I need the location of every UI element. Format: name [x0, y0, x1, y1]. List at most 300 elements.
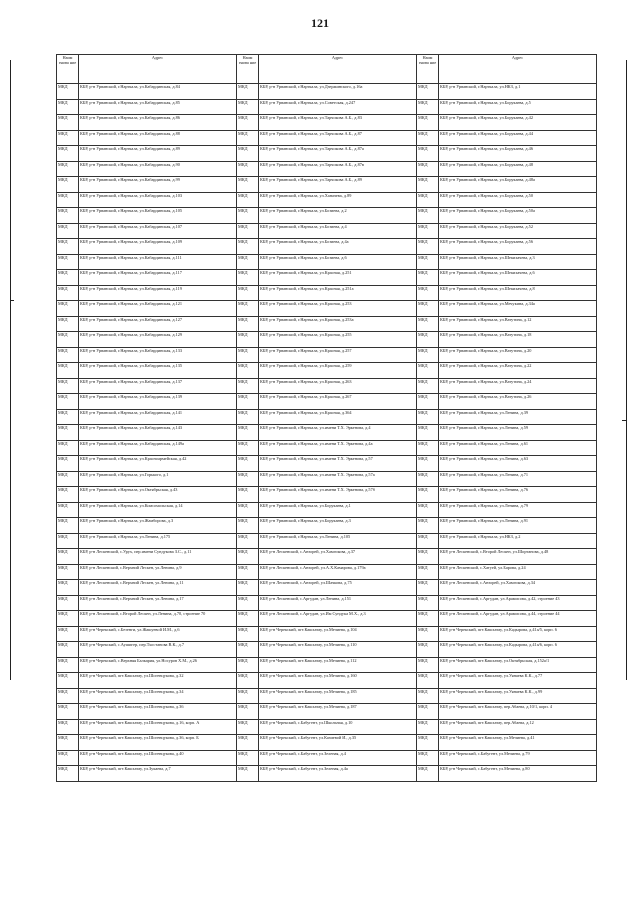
address-cell: КБР, р-н Урванский, г.Нарткала, ул.Красная, д.257 [259, 347, 417, 363]
margin-mark-right [626, 60, 627, 680]
header-type-2: Наим енова ние [237, 55, 259, 84]
address-cell: КБР, р-н Лескенский, с.Аргудан, ул.Арамисова, д.44, строение 44 [439, 611, 597, 627]
address-cell: КБР, р-н Черекский, пгт.Кашхатау, ул.Шогенцукова, д.36 [79, 704, 237, 720]
table-row [57, 130, 597, 146]
table-header [57, 55, 597, 84]
address-cell: КБР, р-н Урванский, г.Нарткала, ул.Ленина, д.76 [439, 487, 597, 503]
object-type-cell: МКД [417, 316, 439, 332]
table-row [57, 208, 597, 224]
object-type-cell: МКД [57, 487, 79, 503]
address-cell: КБР, р-н Урванский, г.Нарткала, ул.Горького, д.1 [79, 471, 237, 487]
table-row [57, 456, 597, 472]
address-cell: КБР, р-н Урванский, г.Нарткала, ул.Кабардинская, д.85 [79, 99, 237, 115]
object-type-cell: МКД [417, 301, 439, 317]
object-type-cell: МКД [57, 285, 79, 301]
object-type-cell: МКД [57, 750, 79, 766]
address-cell: КБР, р-н Урванский, г.Нарткала, ул.Ленина, д.59 [439, 425, 597, 441]
address-cell: КБР, р-н Урванский, г.Нарткала, ул.Кабардинская, д.84 [79, 84, 237, 100]
object-type-cell: МКД [57, 177, 79, 193]
address-cell: КБР, р-н Черекский, пгт.Кашхатау, ул.Шогенцукова, д.40 [79, 750, 237, 766]
address-cell: КБР, р-н Лескенский, с.Анзорей, ул.А.Х.Камарова, д.179а [259, 564, 417, 580]
address-cell: КБР, р-н Урванский, г.Нарткала, ул.Красная, д.255 [259, 332, 417, 348]
address-cell: КБР, р-н Урванский, г.Нарткала, ул.Борукаева, д.56 [439, 239, 597, 255]
object-type-cell: МКД [57, 673, 79, 689]
address-cell: КБР, р-н Урванский, г.Нарткала, ул.Ватутина, д.18 [439, 332, 597, 348]
object-type-cell: МКД [417, 611, 439, 627]
table-row [57, 239, 597, 255]
object-type-cell: МКД [237, 657, 259, 673]
address-cell: КБР, р-н Черекский, пгт.Кашхатау, ул.Мечиева, д.185 [259, 688, 417, 704]
header-address-1: Адрес [79, 55, 237, 84]
address-cell: КБР, р-н Урванский, г.Нарткала, ул.НКЗ, д.1 [439, 84, 597, 100]
address-cell: КБР, р-н Урванский, г.Нарткала, ул.Кабардинская, д.127 [79, 316, 237, 332]
address-cell: КБР, р-н Урванский, г.Нарткала, ул.Борукаева, д.44 [439, 130, 597, 146]
object-type-cell: МКД [237, 394, 259, 410]
address-cell: КБР, р-н Урванский, г.Нарткала, ул.Ленина, д.61 [439, 440, 597, 456]
object-type-cell: МКД [237, 533, 259, 549]
address-cell: КБР, р-н Урванский, г.Нарткала, ул.Тарчокова А.Б., д.87в [259, 161, 417, 177]
object-type-cell: МКД [57, 456, 79, 472]
object-type-cell: МКД [57, 84, 79, 100]
address-cell: КБР, р-н Черекский, пгт.Кашхатау, ул.Мечиева, д.41 [439, 735, 597, 751]
table-row [57, 487, 597, 503]
object-type-cell: МКД [237, 332, 259, 348]
object-type-cell: МКД [417, 750, 439, 766]
object-type-cell: МКД [417, 564, 439, 580]
object-type-cell: МКД [57, 735, 79, 751]
page-number: 121 [311, 16, 329, 30]
address-cell: КБР, р-н Лескенский, с.Аргудан, ул.Ленина, д.151 [259, 595, 417, 611]
object-type-cell: МКД [57, 533, 79, 549]
object-type-cell: МКД [57, 595, 79, 611]
address-cell: КБР, р-н Урванский, г.Нарткала, ул.Кабардинская, д.143 [79, 425, 237, 441]
address-cell: КБР, р-н Лескенский, с.Верхний Лескен, ул.Ленина, д.17 [79, 595, 237, 611]
object-type-cell: МКД [57, 192, 79, 208]
address-cell: КБР, р-н Урванский, г.Нарткала, ул.Ленина, д.91 [439, 518, 597, 534]
address-cell: КБР, р-н Черекский, с.Безенги, ул.Жашуевой И.М., д.6 [79, 626, 237, 642]
table-row [57, 363, 597, 379]
object-type-cell: МКД [417, 130, 439, 146]
object-type-cell: МКД [417, 115, 439, 131]
table-row [57, 177, 597, 193]
object-type-cell: МКД [417, 378, 439, 394]
object-type-cell: МКД [417, 239, 439, 255]
object-type-cell: МКД [237, 270, 259, 286]
address-cell: КБР, р-н Черекский, с.Бабугент, ул.Школьная, д.10 [259, 719, 417, 735]
address-cell: КБР, р-н Урванский, г.Нарткала, ул.Кабардинская, д.105 [79, 208, 237, 224]
object-type-cell: МКД [57, 239, 79, 255]
object-type-cell: МКД [417, 549, 439, 565]
object-type-cell: МКД [417, 533, 439, 549]
object-type-cell: МКД [417, 409, 439, 425]
object-type-cell: МКД [237, 254, 259, 270]
address-cell: КБР, р-н Урванский, г.Нарткала, ул.Кабардинская, д.133 [79, 347, 237, 363]
object-type-cell: МКД [237, 130, 259, 146]
object-type-cell: МКД [237, 502, 259, 518]
address-cell: КБР, р-н Лескенский, с.Анзорей, ул.Шачкова, д.75 [259, 580, 417, 596]
table-row [57, 735, 597, 751]
address-cell: КБР, р-н Урванский, г.Нарткала, ул.Кабардинская, д.135 [79, 363, 237, 379]
object-type-cell: МКД [57, 657, 79, 673]
address-cell: КБР, р-н Черекский, с.Верхняя Балкария, ул.Носуров Х.М., д.26 [79, 657, 237, 673]
object-type-cell: МКД [417, 208, 439, 224]
address-cell: КБР, р-н Лескенский, с.Аргудан, ул.Арамисова, д.42, строение 43 [439, 595, 597, 611]
object-type-cell: МКД [237, 177, 259, 193]
object-type-cell: МКД [57, 378, 79, 394]
table-row [57, 642, 597, 658]
object-type-cell: МКД [417, 595, 439, 611]
table-body [57, 84, 597, 782]
address-cell: КБР, р-н Урванский, г.Нарткала, ул.Кабардинская, д.117 [79, 270, 237, 286]
object-type-cell: МКД [417, 223, 439, 239]
object-type-cell: МКД [237, 611, 259, 627]
address-cell: КБР, р-н Черекский, с.Бабугент, ул.Мечиева, д.79 [439, 750, 597, 766]
address-cell: КБР, р-н Урванский, г.Нарткала, ул.Кабардинская, д.109 [79, 239, 237, 255]
object-type-cell: МКД [417, 518, 439, 534]
address-cell: КБР, р-н Урванский, г.Нарткала, ул.Ленина, д.175 [79, 533, 237, 549]
table-row [57, 115, 597, 131]
table-row [57, 394, 597, 410]
address-cell: КБР, р-н Урванский, г.Нарткала, ул.Кабардинская, д.88 [79, 130, 237, 146]
address-cell: КБР, р-н Урванский, г.Нарткала, ул.имени Т.Х. Эркенова, д.57а [259, 471, 417, 487]
object-type-cell: МКД [417, 177, 439, 193]
object-type-cell: МКД [57, 518, 79, 534]
object-type-cell: МКД [237, 146, 259, 162]
address-cell: КБР, р-н Урванский, г.Нарткала, ул.Кабардинская, д.129 [79, 332, 237, 348]
object-type-cell: МКД [57, 254, 79, 270]
address-cell: КБР, р-н Урванский, г.Нарткала, ул.Советская, д.247 [259, 99, 417, 115]
address-cell: КБР, р-н Урванский, г.Нарткала, ул.Тарчокова А.Б., д.89 [259, 177, 417, 193]
address-cell: КБР, р-н Урванский, г.Нарткала, ул.Борукаева, д.48а [439, 177, 597, 193]
object-type-cell: МКД [237, 239, 259, 255]
object-type-cell: МКД [57, 471, 79, 487]
object-type-cell: МКД [57, 611, 79, 627]
table-row [57, 332, 597, 348]
object-type-cell: МКД [237, 223, 259, 239]
address-cell: КБР, р-н Черекский, пгт.Кашхатау, ул.Мечиева, д.160 [259, 673, 417, 689]
address-cell: КБР, р-н Черекский, пгт.Кашхатау, ул.Шогенцукова, д.34 [79, 688, 237, 704]
object-type-cell: МКД [417, 161, 439, 177]
object-type-cell: МКД [237, 580, 259, 596]
address-cell: КБР, р-н Урванский, г.Нарткала, ул.Ханачева, д.89 [259, 192, 417, 208]
table-row [57, 425, 597, 441]
margin-mark-left [10, 60, 11, 680]
object-type-cell: МКД [57, 301, 79, 317]
object-type-cell: МКД [57, 440, 79, 456]
table-row [57, 161, 597, 177]
object-type-cell: МКД [417, 502, 439, 518]
table-row [57, 301, 597, 317]
object-type-cell: МКД [417, 456, 439, 472]
table-row [57, 347, 597, 363]
address-cell: КБР, р-н Урванский, г.Нарткала, ул.Красная, д.267 [259, 394, 417, 410]
table-row [57, 146, 597, 162]
object-type-cell: МКД [57, 425, 79, 441]
margin-mark-right-tick [622, 420, 626, 421]
address-cell: КБР, р-н Урванский, г.Нарткала, ул.Шекихачева, д.3 [439, 254, 597, 270]
table-row [57, 704, 597, 720]
table-row [57, 595, 597, 611]
address-cell: КБР, р-н Урванский, г.Нарткала, ул.Тарчокова А.Б., д.83 [259, 115, 417, 131]
object-type-cell: МКД [57, 208, 79, 224]
object-type-cell: МКД [237, 766, 259, 782]
address-cell: КБР, р-н Урванский, г.Нарткала, ул.Борукаева, д.5 [439, 99, 597, 115]
address-cell: КБР, р-н Урванский, г.Нарткала, ул.Бозиева, д.2 [259, 208, 417, 224]
object-type-cell: МКД [57, 549, 79, 565]
table-row [57, 611, 597, 627]
object-type-cell: МКД [237, 363, 259, 379]
object-type-cell: МКД [417, 347, 439, 363]
object-type-cell: МКД [237, 347, 259, 363]
address-cell: КБР, р-н Урванский, г.Нарткала, ул.Кабардинская, д.139 [79, 394, 237, 410]
table-row [57, 549, 597, 565]
object-type-cell: МКД [417, 487, 439, 503]
table-row [57, 471, 597, 487]
object-type-cell: МКД [417, 425, 439, 441]
address-table [56, 54, 597, 782]
address-cell: КБР, р-н Лескенский, с.Анзорей, ул.Хамгокова, д.37 [259, 549, 417, 565]
table-row [57, 285, 597, 301]
object-type-cell: МКД [417, 580, 439, 596]
object-type-cell: МКД [417, 642, 439, 658]
object-type-cell: МКД [237, 192, 259, 208]
table-row [57, 502, 597, 518]
address-cell: КБР, р-н Урванский, г.Нарткала, ул.Ленина, д.71 [439, 471, 597, 487]
address-cell: КБР, р-н Урванский, г.Нарткала, ул.Бозиева, д.4а [259, 239, 417, 255]
address-cell: КБР, р-н Урванский, г.Нарткала, ул.Кабардинская, д.107 [79, 223, 237, 239]
address-cell: КБР, р-н Лескенский, с.Хатуей, ул.Барова, д.24 [439, 564, 597, 580]
address-cell: КБР, р-н Черекский, пгт.Кашхатау, ул.Октябрьская, д.152а/1 [439, 657, 597, 673]
object-type-cell: МКД [237, 456, 259, 472]
object-type-cell: МКД [57, 347, 79, 363]
object-type-cell: МКД [417, 394, 439, 410]
object-type-cell: МКД [417, 657, 439, 673]
object-type-cell: МКД [237, 316, 259, 332]
table-row [57, 440, 597, 456]
address-cell: КБР, р-н Урванский, г.Нарткала, ул.Тарчокова А.Б., д.87а [259, 146, 417, 162]
address-cell: КБР, р-н Урванский, г.Нарткала, ул.Ватутина, д.20 [439, 347, 597, 363]
address-cell: КБР, р-н Урванский, г.Нарткала, ул.Кабардинская, д.137 [79, 378, 237, 394]
address-cell: КБР, р-н Урванский, г.Нарткала, ул.имени Т.Х. Эркенова, д.4а [259, 440, 417, 456]
object-type-cell: МКД [237, 285, 259, 301]
object-type-cell: МКД [57, 626, 79, 642]
address-cell: КБР, р-н Урванский, г.Нарткала, ул.Красная, д.251а [259, 285, 417, 301]
object-type-cell: МКД [57, 719, 79, 735]
address-cell: КБР, р-н Урванский, г.Нарткала, ул.Ленина, д.39 [439, 409, 597, 425]
table-row [57, 223, 597, 239]
object-type-cell: МКД [57, 580, 79, 596]
object-type-cell: МКД [57, 146, 79, 162]
object-type-cell: МКД [417, 270, 439, 286]
object-type-cell: МКД [237, 642, 259, 658]
object-type-cell: МКД [417, 766, 439, 782]
object-type-cell: МКД [57, 502, 79, 518]
address-cell: КБР, р-н Урванский, г.Нарткала, ул.Борукаева, д.46 [439, 146, 597, 162]
object-type-cell: МКД [417, 735, 439, 751]
object-type-cell: МКД [417, 471, 439, 487]
object-type-cell: МКД [237, 750, 259, 766]
object-type-cell: МКД [237, 471, 259, 487]
address-cell: КБР, р-н Урванский, г.Нарткала, ул.Кабардинская, д.141 [79, 409, 237, 425]
address-cell: КБР, р-н Урванский, г.Нарткала, ул.Борукаева, д.42 [439, 115, 597, 131]
object-type-cell: МКД [417, 719, 439, 735]
table-row [57, 580, 597, 596]
address-cell: КБР, р-н Лескенский, с.Анзорей, ул.Хамгокова, д.34 [439, 580, 597, 596]
address-cell: КБР, р-н Урванский, г.Нарткала, ул.Красная, д.251 [259, 270, 417, 286]
table-row [57, 254, 597, 270]
object-type-cell: МКД [237, 409, 259, 425]
object-type-cell: МКД [417, 285, 439, 301]
address-cell: КБР, р-н Урванский, г.Нарткала, ул.Кабардинская, д.119 [79, 285, 237, 301]
address-cell: КБР, р-н Урванский, г.Нарткала, ул.Кабардинская, д.90 [79, 161, 237, 177]
object-type-cell: МКД [57, 409, 79, 425]
address-cell: КБР, р-н Черекский, пгт.Кашхатау, ул.Мечиева, д.112 [259, 657, 417, 673]
address-cell: КБР, р-н Урванский, г.Нарткала, ул.Ленина, д.63 [439, 456, 597, 472]
object-type-cell: МКД [57, 363, 79, 379]
address-cell: КБР, р-н Урванский, г.Нарткала, ул.Ватутина, д.22 [439, 363, 597, 379]
address-cell: КБР, р-н Черекский, пгт.Кашхатау, пер.Абаева, д.12 [439, 719, 597, 735]
address-cell: КБР, р-н Черекский, пгт.Кашхатау, ул.Шогенцукова, д.32 [79, 673, 237, 689]
object-type-cell: МКД [417, 704, 439, 720]
address-cell: КБР, р-н Лескенский, с.Второй Лескен, ул.Ленина, д.70, строение 70 [79, 611, 237, 627]
object-type-cell: МКД [57, 704, 79, 720]
address-cell: КБР, р-н Урванский, г.Нарткала, ул.Мечукина, д.34а [439, 301, 597, 317]
object-type-cell: МКД [237, 673, 259, 689]
address-cell: КБР, р-н Урванский, г.Нарткала, ул.Ватутина, д.24 [439, 378, 597, 394]
object-type-cell: МКД [237, 378, 259, 394]
address-cell: КБР, р-н Черекский, пгт.Кашхатау, ул.Мечиева, д.110 [259, 642, 417, 658]
address-cell: КБР, р-н Урванский, г.Нарткала, ул.Красноармейская, д.42 [79, 456, 237, 472]
address-cell: КБР, р-н Урванский, г.Нарткала, ул.Шекихачева, д.6 [439, 270, 597, 286]
address-cell: КБР, р-н Урванский, г.Нарткала, ул.Кабардинская, д.99 [79, 177, 237, 193]
address-cell: КБР, р-н Черекский, пгт.Кашхатау, ул.Кадырова, д.41а/5, корп. 6 [439, 626, 597, 642]
address-cell: КБР, р-н Черекский, пгт.Кашхатау, ул.Уянаева К.К., д.99 [439, 688, 597, 704]
address-cell: КБР, р-н Урванский, г.Нарткала, ул.Красная, д.259 [259, 363, 417, 379]
object-type-cell: МКД [237, 704, 259, 720]
address-cell: КБР, р-н Урванский, г.Нарткала, ул.Кабардинская, д.86 [79, 115, 237, 131]
object-type-cell: МКД [237, 487, 259, 503]
object-type-cell: МКД [417, 688, 439, 704]
address-cell: КБР, р-н Урванский, г.Нарткала, ул.Борукаева, д.3 [259, 518, 417, 534]
table-row [57, 99, 597, 115]
object-type-cell: МКД [417, 84, 439, 100]
address-cell: КБР, р-н Урванский, г.Нарткала, ул.Борукаева, д.52 [439, 223, 597, 239]
address-cell: КБР, р-н Урванский, г.Нарткала, ул.имени Т.Х. Эркенова, д.57б [259, 487, 417, 503]
object-type-cell: МКД [57, 688, 79, 704]
object-type-cell: МКД [57, 99, 79, 115]
address-cell: КБР, р-н Черекский, пгт.Кашхатау, ул.Мечиева, д.104 [259, 626, 417, 642]
object-type-cell: МКД [237, 161, 259, 177]
address-cell: КБР, р-н Урванский, г.Нарткала, ул.Дзержинского, д.16а [259, 84, 417, 100]
object-type-cell: МКД [417, 363, 439, 379]
table-row [57, 192, 597, 208]
table-row [57, 673, 597, 689]
address-cell: КБР, р-н Урванский, г.Нарткала, ул.Красная, д.253 [259, 301, 417, 317]
address-cell: КБР, р-н Лескенский, с.Второй Лескен, ул.Шортанова, д.48 [439, 549, 597, 565]
object-type-cell: МКД [57, 564, 79, 580]
object-type-cell: МКД [417, 332, 439, 348]
table-row [57, 564, 597, 580]
address-cell: КБР, р-н Урванский, г.Нарткала, ул.Бозиева, д.6 [259, 254, 417, 270]
object-type-cell: МКД [237, 440, 259, 456]
address-cell: КБР, р-н Лескенский, с.Верхний Лескен, ул.Ленина, д.9 [79, 564, 237, 580]
address-cell: КБР, р-н Урванский, г.Нарткала, ул.Ватутина, д.26 [439, 394, 597, 410]
object-type-cell: МКД [237, 564, 259, 580]
table-row [57, 626, 597, 642]
object-type-cell: МКД [237, 99, 259, 115]
document-sheet [56, 54, 596, 782]
address-cell: КБР, р-н Урванский, г.Нарткала, ул.Бозиева, д.4 [259, 223, 417, 239]
address-cell: КБР, р-н Урванский, г.Нарткала, ул.имени Т.Х. Эркенова, д.4 [259, 425, 417, 441]
address-cell: КБР, р-н Урванский, г.Нарткала, ул.НКЗ, д.2 [439, 533, 597, 549]
address-cell: КБР, р-н Урванский, г.Нарткала, ул.Ленина, д.79 [439, 502, 597, 518]
object-type-cell: МКД [237, 301, 259, 317]
object-type-cell: МКД [57, 270, 79, 286]
table-row [57, 378, 597, 394]
address-cell: КБР, р-н Лескенский, с.Аргудан, ул.Им Сундука М.Х., д.3 [259, 611, 417, 627]
address-cell: КБР, р-н Урванский, г.Нарткала, ул.Ленина, д.105 [259, 533, 417, 549]
address-cell: КБР, р-н Черекский, пгт.Кашхатау, пер.Абаева, д.10/1, корп. 4 [439, 704, 597, 720]
object-type-cell: МКД [417, 99, 439, 115]
address-cell: КБР, р-н Урванский, г.Нарткала, ул.Борукаева, д.50а [439, 208, 597, 224]
table-row [57, 409, 597, 425]
table-row [57, 518, 597, 534]
header-type-3: Наим енова ние [417, 55, 439, 84]
address-cell: КБР, р-н Урванский, г.Нарткала, ул.Октябрьская, д.43 [79, 487, 237, 503]
table-row [57, 766, 597, 782]
address-cell: КБР, р-н Урванский, г.Нарткала, ул.Ватутина, д.12 [439, 316, 597, 332]
address-cell: КБР, р-н Черекский, пгт.Кашхатау, ул.Шогенцукова, д.16, корп. А [79, 719, 237, 735]
object-type-cell: МКД [57, 316, 79, 332]
address-cell: КБР, р-н Урванский, г.Нарткала, ул.Комсомольская, д.14 [79, 502, 237, 518]
object-type-cell: МКД [237, 115, 259, 131]
address-cell: КБР, р-н Урванский, г.Нарткала, ул.Кабардинская, д.149а [79, 440, 237, 456]
address-cell: КБР, р-н Урванский, г.Нарткала, ул.Красная, д.253а [259, 316, 417, 332]
address-cell: КБР, р-н Урванский, г.Нарткала, ул.Кабардинская, д.121 [79, 301, 237, 317]
header-address-3: Адрес [439, 55, 597, 84]
table-row [57, 316, 597, 332]
object-type-cell: МКД [57, 130, 79, 146]
object-type-cell: МКД [57, 642, 79, 658]
object-type-cell: МКД [417, 254, 439, 270]
address-cell: КБР, р-н Черекский, пгт.Кашхатау, ул.Зукаева, д.7 [79, 766, 237, 782]
object-type-cell: МКД [237, 549, 259, 565]
address-cell: КБР, р-н Урванский, г.Нарткала, ул.Красная, д.263 [259, 378, 417, 394]
address-cell: КБР, р-н Урванский, г.Нарткала, ул.Красная, д.364 [259, 409, 417, 425]
object-type-cell: МКД [57, 766, 79, 782]
address-cell: КБР, р-н Урванский, г.Нарткала, ул.Тарчокова А.Б., д.87 [259, 130, 417, 146]
object-type-cell: МКД [417, 146, 439, 162]
address-cell: КБР, р-н Черекский, пгт.Кашхатау, ул.Кадырова, д.41а/6, корп. 6 [439, 642, 597, 658]
table-row [57, 688, 597, 704]
table-row [57, 657, 597, 673]
object-type-cell: МКД [57, 115, 79, 131]
object-type-cell: МКД [57, 161, 79, 177]
address-cell: КБР, р-н Урванский, г.Нарткала, ул.Кабардинская, д.103 [79, 192, 237, 208]
address-cell: КБР, р-н Черекский, с.Аушигер, пер.Тхостанова В.К., д.7 [79, 642, 237, 658]
table-row [57, 719, 597, 735]
object-type-cell: МКД [237, 735, 259, 751]
address-cell: КБР, р-н Урванский, г.Нарткала, ул.Кабардинская, д.111 [79, 254, 237, 270]
object-type-cell: МКД [417, 192, 439, 208]
address-cell: КБР, р-н Черекский, с.Бабугент, ул.Казиевой И., д.35 [259, 735, 417, 751]
address-cell: КБР, р-н Черекский, пгт.Кашхатау, ул.Уянаева К.К., д.77 [439, 673, 597, 689]
object-type-cell: МКД [237, 208, 259, 224]
address-cell: КБР, р-н Урванский, г.Нарткала, ул.Борукаева, д.48 [439, 161, 597, 177]
header-type-1: Наим енова ние [57, 55, 79, 84]
address-cell: КБР, р-н Черекский, с.Бабугент, ул.Зеленая, д.4а [259, 766, 417, 782]
object-type-cell: МКД [237, 626, 259, 642]
